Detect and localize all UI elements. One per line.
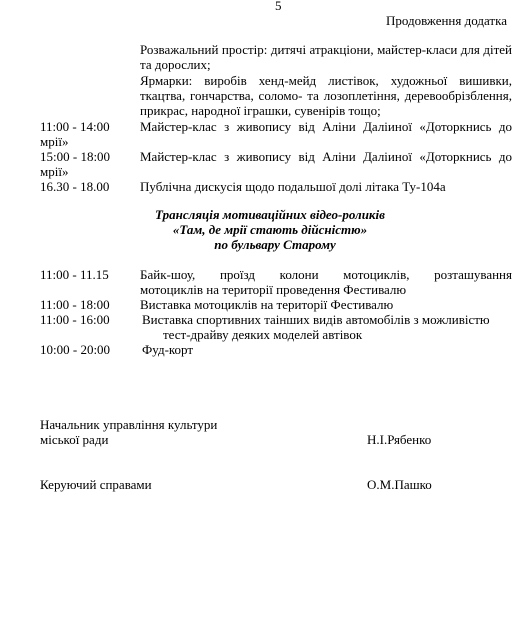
event-1-cont: мрії»: [40, 134, 69, 149]
top-line-3: Ярмарки: виробів хенд-мейд листівок, художньої вишивки,: [140, 73, 512, 88]
time-6: 11:00 - 16:00: [40, 312, 110, 327]
page-number: 5: [275, 0, 282, 13]
event-6-line-2: тест-драйву деяких моделей автівок: [163, 327, 363, 342]
time-7: 10:00 - 20:00: [40, 342, 111, 357]
continuation-label: Продовження додатка: [386, 13, 507, 28]
event-6-line-1: Виставка спортивних тaінших видів автомобілів з можливістю: [142, 312, 490, 327]
signer-1-title-line-2: міської ради: [40, 432, 109, 447]
title-line-1: Трансляція мотиваційних відео-роликів: [155, 207, 385, 222]
event-7: Фуд-корт: [142, 342, 194, 357]
event-4-line-2: мотоциклів на території проведення Фестивалю: [140, 282, 407, 297]
top-line-5: прикрас, народної іграшки, сувенірів тощо;: [140, 103, 381, 118]
top-line-4: ткацтва, гончарства, соломо- та лозоплетіння, деревообрізблення,: [140, 88, 512, 103]
time-4: 11:00 - 11.15: [40, 267, 109, 282]
top-line-2: та дорослих;: [140, 57, 211, 72]
signer-2-title: Керуючий справами: [40, 477, 152, 492]
time-3: 16.30 - 18.00: [40, 179, 110, 194]
time-5: 11:00 - 18:00: [40, 297, 110, 312]
signer-1-name: Н.І.Рябенко: [367, 432, 432, 447]
event-3: Публічна дискусія щодо подальшої долі літака Ту-104а: [140, 179, 446, 194]
title-line-3: по бульвару Старому: [214, 237, 336, 252]
event-1: Майстер-клас з живопису від Аліни Даліиної «Доторкнись до: [140, 119, 512, 134]
event-2: Майстер-клас з живопису від Аліни Даліиної «Доторкнись до: [140, 149, 512, 164]
event-4-line-1: Байк-шоу, проїзд колони мотоциклів, розташування: [140, 267, 512, 282]
time-2: 15:00 - 18:00: [40, 149, 111, 164]
top-line-1: Розважальний простір: дитячі атракціони, майстер-класи для дітей: [140, 42, 512, 57]
title-line-2: «Там, де мрії стають дійсністю»: [172, 222, 368, 237]
event-5: Виставка мотоциклів на території Фестивалю: [140, 297, 394, 312]
signer-1-title-line-1: Начальник управління культури: [40, 417, 218, 432]
time-1: 11:00 - 14:00: [40, 119, 110, 134]
signer-2-name: О.М.Пашко: [367, 477, 432, 492]
event-2-cont: мрії»: [40, 164, 69, 179]
